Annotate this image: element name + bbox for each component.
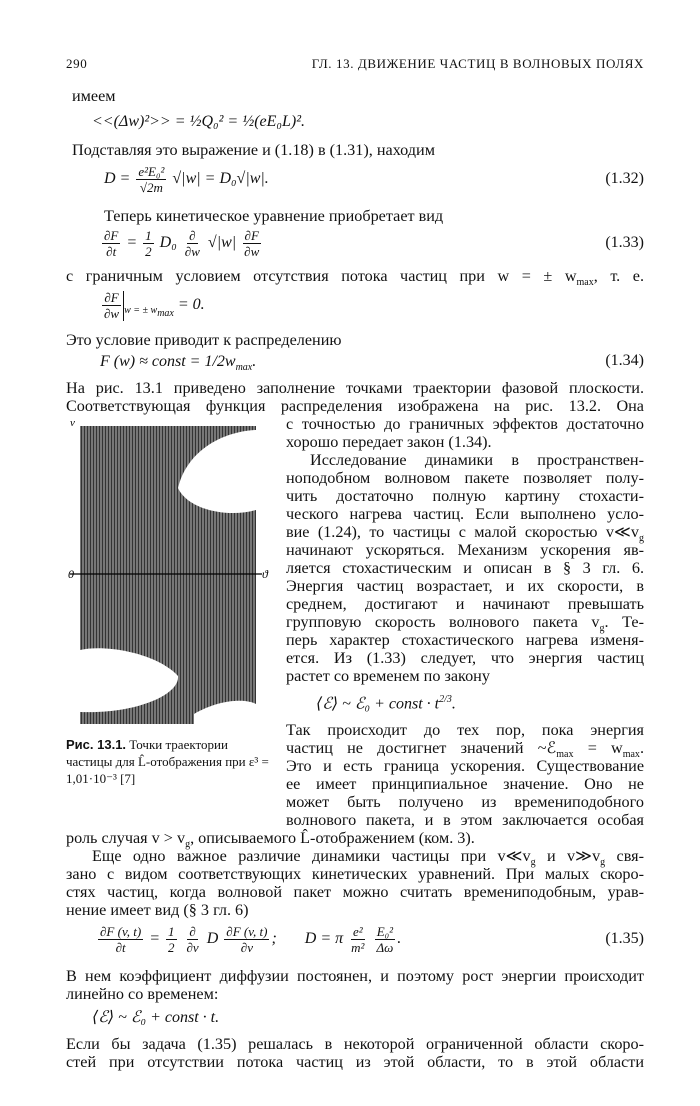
equation-number: (1.32) [605,170,644,187]
text-line: с точностью до граничных эффектов достаточно [286,415,644,433]
text-line: ноподобном волновом пакете позволяет полу- [286,469,644,487]
text-line: Подставляя это выражение и (1.18) в (1.31), находим [72,141,435,159]
equation-energy-linear: ⟨ℰ⟩ ~ ℰ₀ + const · t. [92,1009,220,1026]
text-line: нение имеет вид (§ 3 гл. 6) [66,901,249,919]
text-line: ется. Из (1.33) следует, что энергия частиц [286,649,644,667]
text-line: Теперь кинетическое уравнение приобретает вид [104,207,444,225]
text-line: имеем [72,87,116,105]
text-line: стей при отсутствии потока частиц из этой области, то в этой области [66,1053,644,1071]
text-line: Исследование динамики в пространствен- [310,451,644,469]
text-line: среднем, достигают и начинают превышать [286,595,644,613]
text-line: ляется стохастическим и описан в § 3 гл. 6. [286,559,644,577]
text-line: ее имеет принципиальное значение. Оно не [286,775,644,793]
text-line: Это условие приводит к распределению [66,331,342,349]
text-line: чить достаточно полную картину стохасти- [286,487,644,505]
equation-dw: <<(Δw)²>> = ½Q₀² = ½(eE₀L)². [92,113,305,130]
equation-1-32: D = $\frac{\text{e²E₀²}}{√2m}$ √|w| = D₀√|w|. [104,164,269,195]
text-line: с граничным условием отсутствия потока частиц при w = ± $w_{max}$, т. е. [66,267,645,289]
running-title: ГЛ. 13. ДВИЖЕНИЕ ЧАСТИЦ В ВОЛНОВЫХ ПОЛЯХ [311,56,644,71]
axis-theta-label: ϑ [262,567,268,581]
axis-v-label: v [70,417,75,429]
text-line: Если бы задача (1.35) решалась в некоторой ограниченной области скоро- [66,1035,644,1053]
text-line: Еще одно важное различие динамики частицы при $v≪v_g$ и $v≫v_g$ свя- [92,847,644,869]
text-line: перь характер стохастического нагрева изменя- [286,631,644,649]
text-line: Так происходит до тех пор, пока энергия [286,721,644,739]
equation-1-33: $\frac{\partial F}{\partial t}$ = $\frac{1}{2}$ D₀ $\frac{\partial}{\partial w}$ √|w| $\frac{\partial F}{\partial w}$ [104,228,260,259]
figure-caption: Рис. 13.1. Точки траектории частицы для L̂-отображения при ε³ = 1,01·10⁻³ [7] [66,737,269,786]
text-line: Это и есть граница ускорения. Существование [286,757,644,775]
figure-13-1 [68,414,274,732]
text-line: Энергия частиц возрастает, и их скорости, в [286,577,644,595]
text-line: стях частиц, когда волновой пакет можно считать времениподобным, урав- [66,883,644,901]
equation-number: (1.33) [605,234,644,251]
equation-energy-growth: ⟨ℰ⟩ ~ ℰ₀ + const · $t^{2/3}$. [316,694,456,713]
equation-1-35: $\frac{\partial F (v, t)}{\partial t}$ = $\frac{1}{2}$ $\frac{\partial}{\partial v}$ D $\frac{\partial F (v, t)}{\partial v}$ ; D = π $\frac{\text{e²}}{\text{m²}}$ $\frac{\text{E₀²}}{\Delta\omega}$ . [100,923,402,955]
text-line: зано с видом соответствующих кинетических уравнений. При малых скоро- [66,865,644,883]
equation-number: (1.34) [605,352,644,369]
text-line: ческого нагрева частиц. Если выполнено усло- [286,505,644,523]
equation-number: (1.35) [605,930,644,947]
text-line: Соответствующая функция распределения изображена на рис. 13.2. Она [66,397,644,415]
text-line: линейно со временем: [66,985,219,1003]
text-line: роль случая $v > v_g$, описываемого L̂-отображением (ком. 3). [66,829,475,851]
axis-zero-label: 0 [68,567,74,581]
page-number: 290 [66,56,88,71]
text-line: волнового пакета, и в этом заключается особая [286,811,644,829]
phase-plane-plot [68,414,274,732]
text-line: вие (1.24), то частицы с малой скоростью $v≪v_g$ [286,523,644,545]
text-line: В нем коэффициент диффузии постоянен, и поэтому рост энергии происходит [66,967,644,985]
text-line: может быть получено из времениподобного [286,793,644,811]
equation-1-34: F (w) ≈ const = $1/2w_{max}$. [100,353,257,374]
text-line: растет со временем по закону [286,667,490,685]
text-line: групповую скорость волнового пакета $v_g$. Те- [286,613,644,635]
equation-boundary: $\frac{\partial F}{\partial w}$ $_{w = \pm w_{max}}$ = 0. [104,290,205,321]
text-line: частиц не достигнет значений ~ℰ$_{max}$ = $w_{max}$. [286,739,644,761]
text-line: На рис. 13.1 приведено заполнение точками траектории фазовой плоскости. [66,379,644,397]
text-line: хорошо передает закон (1.34). [286,433,492,451]
text-line: начинают ускоряться. Механизм ускорения яв- [286,541,644,559]
